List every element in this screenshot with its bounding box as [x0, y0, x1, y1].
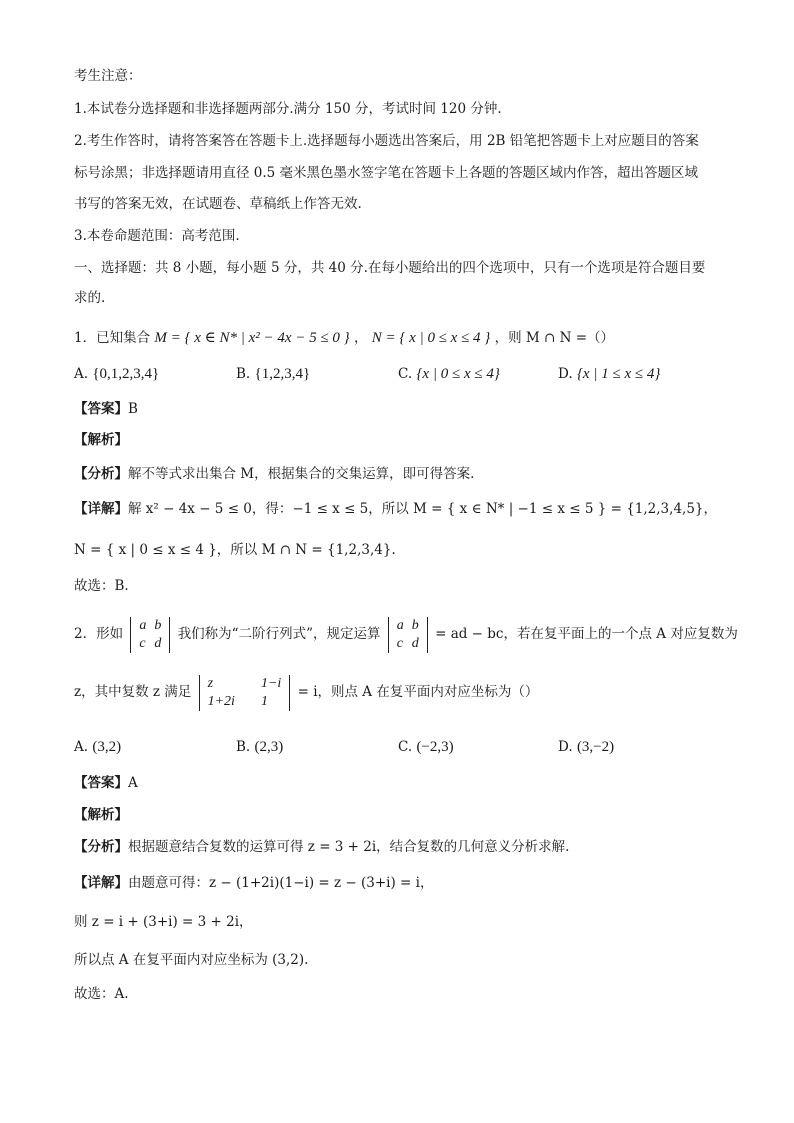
answer-tag: 【答案】 [74, 401, 128, 417]
q2-fenxi [74, 837, 569, 857]
notice-line-1: 1.本试卷分选择题和非选择题两部分.满分 150 分，考试时间 120 分钟. [74, 101, 502, 117]
q1-stem-prefix: 1．已知集合 [74, 330, 151, 346]
answer-value: A [128, 775, 138, 791]
xiangjie-tag: 【详解】 [74, 501, 128, 517]
option-label: D. [558, 366, 573, 382]
fenxi-tag: 【分析】 [74, 839, 128, 855]
q1-stem [74, 328, 614, 348]
q2-answer [74, 773, 138, 793]
q2-stem-a-mid: 我们称为“二阶行列式”，规定运算 [177, 626, 381, 642]
q1-option-d [558, 364, 660, 384]
q1-analysis-tag: 【解析】 [74, 432, 128, 448]
option-text: {x | 1 ≤ x ≤ 4} [576, 366, 661, 382]
fenxi-tag: 【分析】 [74, 466, 128, 482]
option-label: C. [398, 366, 413, 382]
option-text: (−2,3) [416, 739, 454, 755]
option-label: D. [558, 739, 573, 755]
det-cell: a [396, 617, 404, 633]
q2-option-b [236, 737, 283, 757]
q1-choose: 故选：B. [74, 578, 129, 594]
answer-tag: 【答案】 [74, 775, 128, 791]
notice-line-2a: 2.考生作答时，请将答案答在答题卡上.选择题每小题选出答案后，用 2B 铅笔把答题卡上对应题目的答案 [74, 133, 699, 149]
q2-stem-b-prefix: z，其中复数 z 满足 [74, 684, 192, 700]
q2-xiangjie-b: 则 z = i + (3+i) = 3 + 2i， [74, 914, 253, 930]
option-label: B. [236, 366, 251, 382]
det-cell: c [139, 635, 146, 651]
notice-line-3: 3.本卷命题范围：高考范围. [74, 228, 240, 244]
q1-stem-sep: ， [353, 330, 368, 346]
det-cell: d [411, 635, 419, 651]
answer-value: B [128, 401, 138, 417]
option-label: C. [398, 739, 413, 755]
q2-option-a [74, 737, 121, 757]
det-cell: 1−i [260, 675, 282, 691]
q2-option-c [398, 737, 454, 757]
q1-xiangjie-b: N = { x | 0 ≤ x ≤ 4 }，所以 M ∩ N = {1,2,3,4}. [74, 542, 396, 558]
det-cell: a [139, 617, 147, 633]
notice-line-2c: 书写的答案无效，在试题卷、草稿纸上作答无效. [74, 196, 362, 212]
q2-determinant-1 [130, 617, 170, 653]
q2-stem-b-suffix: = i，则点 A 在复平面内对应坐标为（） [297, 684, 539, 700]
q2-analysis-tag: 【解析】 [74, 807, 128, 823]
option-text: (3,−2) [576, 739, 615, 755]
option-label: A. [74, 739, 89, 755]
det-cell: b [154, 617, 162, 633]
notice-line-2b: 标号涂黑；非选择题请用直径 0.5 毫米黑色墨水签字笔在答题卡上各题的答题区域内作答，超出答题区域 [74, 165, 699, 181]
q2-stem-a [74, 614, 738, 654]
q2-stem-b [74, 672, 538, 712]
det-cell: 1 [260, 693, 268, 709]
det-cell: b [411, 617, 419, 633]
q2-stem-a-suffix: = ad − bc，若在复平面上的一个点 A 对应复数为 [435, 626, 738, 642]
q2-xiangjie-c: 所以点 A 在复平面内对应坐标为 (3,2). [74, 952, 309, 968]
fenxi-text: 解不等式求出集合 M，根据集合的交集运算，即可得答案. [128, 466, 475, 482]
q2-option-d [558, 737, 614, 757]
section-line-1: 一、选择题：共 8 小题，每小题 5 分，共 40 分.在每小题给出的四个选项中，只有一个选项是符合题目要 [74, 260, 706, 276]
q2-determinant-2 [388, 617, 428, 653]
xiangjie-text: 由题意可得：z − (1+2i)(1−i) = z − (3+i) = i， [128, 875, 434, 891]
q1-set-n: N = { x | 0 ≤ x ≤ 4 } [371, 330, 491, 346]
det-cell: d [154, 635, 162, 651]
option-text: {x | 0 ≤ x ≤ 4} [416, 366, 500, 382]
fenxi-text: 根据题意结合复数的运算可得 z = 3 + 2i，结合复数的几何意义分析求解. [128, 839, 570, 855]
option-text: (2,3) [254, 739, 284, 755]
option-label: A. [74, 366, 89, 382]
det-cell: c [396, 635, 404, 651]
option-label: B. [236, 739, 251, 755]
q2-stem-a-prefix: 2．形如 [74, 626, 124, 642]
det-cell: 1+2i [207, 693, 235, 709]
q2-choose: 故选：A. [74, 986, 129, 1002]
xiangjie-text: 解 x² − 4x − 5 ≤ 0，得：−1 ≤ x ≤ 5，所以 M = { x ∈ N* | −1 ≤ x ≤ 5 } = {1,2,3,4,5}， [128, 501, 717, 517]
section-line-2: 求的. [74, 290, 106, 306]
option-text: {1,2,3,4} [254, 366, 311, 382]
option-text: {0,1,2,3,4} [92, 366, 160, 382]
q1-answer [74, 399, 138, 419]
notice-heading: 考生注意： [74, 68, 142, 84]
q1-stem-suffix: ，则 M ∩ N =（） [494, 330, 615, 346]
q1-fenxi [74, 464, 474, 484]
q2-determinant-3 [199, 675, 291, 711]
q1-option-c [398, 364, 500, 384]
det-cell: z [207, 675, 214, 691]
q1-option-b [236, 364, 310, 384]
q1-set-m: M = { x ∈ N* | x² − 4x − 5 ≤ 0 } [154, 330, 350, 346]
q2-xiangjie-a [74, 873, 433, 893]
q1-xiangjie-a [74, 499, 717, 519]
option-text: (3,2) [92, 739, 122, 755]
xiangjie-tag: 【详解】 [74, 875, 128, 891]
q1-option-a [74, 364, 159, 384]
